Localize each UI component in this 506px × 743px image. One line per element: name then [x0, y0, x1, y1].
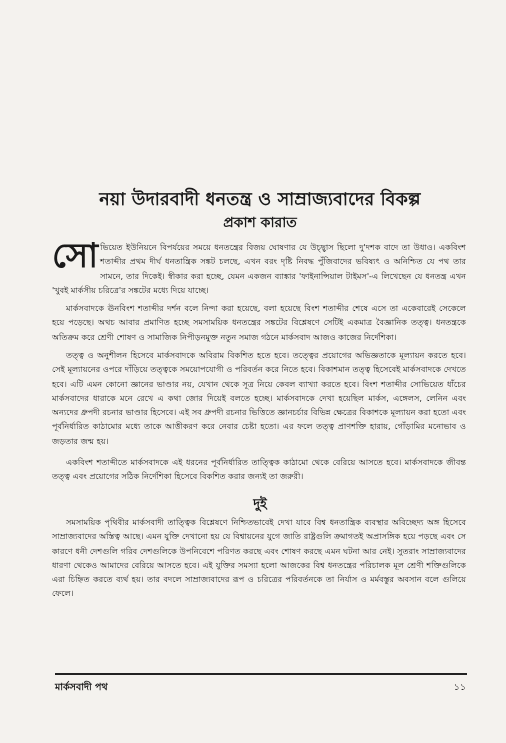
paragraph-4: একবিংশ শতাব্দীতে মার্কসবাদকে এই ধরনের পূর্বনির্ধারিত তাত্ত্বিক কাঠামো থেকে বেরিয়ে আসতে হবে। মার্কসবাদকে জীবন্ত তত্ত্ব এবং প্রয়োগের সঠিক নির্দেশিকা হিসেবে বিকশিত করার জন্যই তা জরুরী।: [52, 457, 466, 482]
drop-cap: সো: [52, 236, 99, 276]
paragraph-1-text: ভিয়েত ইউনিয়নে বিপর্যয়ের সময়ে ধনতন্ত্রের বিজয় ঘোষণার যে উচ্ছ্বাস ছিলো দু'দশক বাদে তা উধাও। একবিংশ শতাব্দীর প্রথম দীর্ঘ ধনতান্ত্রিক সঙ্কট চলছে, এখন বরং দৃষ্টি নিবদ্ধ পুঁজিবাদের ভবিষ্যৎ ও অনিশ্চিত যে পথ তার সামনে, তার দিকেই। স্বীকার করা হচ্ছে, যেমন একজন ব্যাঙ্কার 'ফাইনান্সিয়াল টাইমস'-এ লিখেছেন যে ধনতন্ত্র এখন 'খুবই মার্কসীয় চরিত্রে'র সঙ্কটের মধ্যে দিয়ে যাচ্ছে।: [52, 242, 466, 295]
paragraph-1: [52, 236, 466, 297]
paragraph-2: মার্কসবাদকে ঊনবিংশ শতাব্দীর দর্শন বলে নিন্দা করা হয়েছে, বলা হয়েছে বিংশ শতাব্দীর শেষে এসে তা একেবারেই সেকেলে হয়ে পড়েছে। অথচ আবার প্রমাণিত হচ্ছে সমসাময়িক ধনতন্ত্রের সঙ্কটের বিশ্লেষণে সেটিই একমাত্র বৈজ্ঞানিক তত্ত্ব। ধনতন্ত্রকে অতিক্রম করে শ্রেণী শোষণ ও সামাজিক নিপীড়নমুক্ত নতুন সমাজ গঠনে মার্কসবাদ আজও কাজের নির্দেশিকা।: [52, 303, 466, 342]
section-heading: দুই: [253, 497, 267, 512]
footer-page-number: ১১: [453, 682, 466, 693]
section-paragraph: সমসাময়িক পৃথিবীর মার্কসবাদী তাত্ত্বিক বিশ্লেষণে নিশ্চিতভাবেই দেখা যাবে বিশ্ব ধনতান্ত্রিক ব্যবস্থার অবিচ্ছেদ্য অঙ্গ হিসেবে সাম্রাজ্যবাদের অস্তিত্ব আছে। এমন যুক্তি দেখানো হয় যে বিশ্বায়নের যুগে জাতি রাষ্ট্রগুলি ক্রমাগতই অপ্রাসঙ্গিক হয়ে পড়ছে এবং সে কারণে ধনী দেশগুলি গরিব দেশগুলিকে উপনিবেশে পরিণত করছে এবং শোষণ করছে এমন ঘটনা আর নেই। সুতরাং সাম্রাজ্যবাদের ধারণা থেকেও আমাদের বেরিয়ে আসতে হবে। এই যুক্তির সমস্যা হলো আজকের বিশ্ব ধনতন্ত্রের পরিচালক মূল শ্রেণী শক্তিগুলিকে এরা চিহ্নিত করতে ব্যর্থ হয়। তার বদলে সাম্রাজ্যবাদের রূপ ও চরিত্রের পরিবর্তনকে তা নির্যাস ও মর্মবস্তুর অবসান বলে গুলিয়ে ফেলে।: [52, 517, 466, 599]
article-author: প্রকাশ কারাত: [223, 215, 297, 231]
footer-journal-name: মার্কসবাদী পথ: [55, 682, 108, 693]
paragraph-3: তত্ত্ব ও অনুশীলন হিসেবে মার্কসবাদকে অবিরাম বিকশিত হতে হবে। তত্ত্বের প্রয়োগের অভিজ্ঞতাকে মূল্যায়ন করতে হবে। সেই মূল্যায়নের ওপরে দাঁড়িয়ে তত্ত্বকে সময়োপযোগী ও পরিবর্তন করে নিতে হবে। বিকাশমান তত্ত্ব হিসেবেই মার্কসবাদকে দেখতে হবে। এটি এমন কোনো জ্ঞানের ভাণ্ডার নয়, যেখান থেকে সূত্র নিয়ে কেবল ব্যাখ্যা করতে হবে। বিংশ শতাব্দীর সোভিয়েত ধাঁচের মার্কসবাদের ধারাকে মনে রেখে এ কথা জোর দিয়েই বলতে হচ্ছে। মার্কসবাদকে দেখা হয়েছিল মার্কস, এঙ্গেলস, লেনিন এবং অন্যদের ধ্রুপদী রচনার ভাণ্ডার হিসেবে। এই সব ধ্রুপদী রচনার ভিত্তিতে জ্ঞানচর্চার বিভিন্ন ক্ষেত্রের বিকাশকে মূল্যায়ন করা হতো এবং পূর্বনির্ধারিত কাঠামোর মধ্যে তাকে আত্তীকরণ করে নেবার চেষ্টা হতো। এর ফলে তত্ত্ব প্রাণশক্তি হারায়, গোঁড়ামির মনোভাব ও জড়তার জন্ম হয়।: [52, 350, 466, 446]
footer-divider: [55, 673, 467, 675]
article-title: নয়া উদারবাদী ধনতন্ত্র ও সাম্রাজ্যবাদের বিকল্প: [99, 190, 421, 210]
